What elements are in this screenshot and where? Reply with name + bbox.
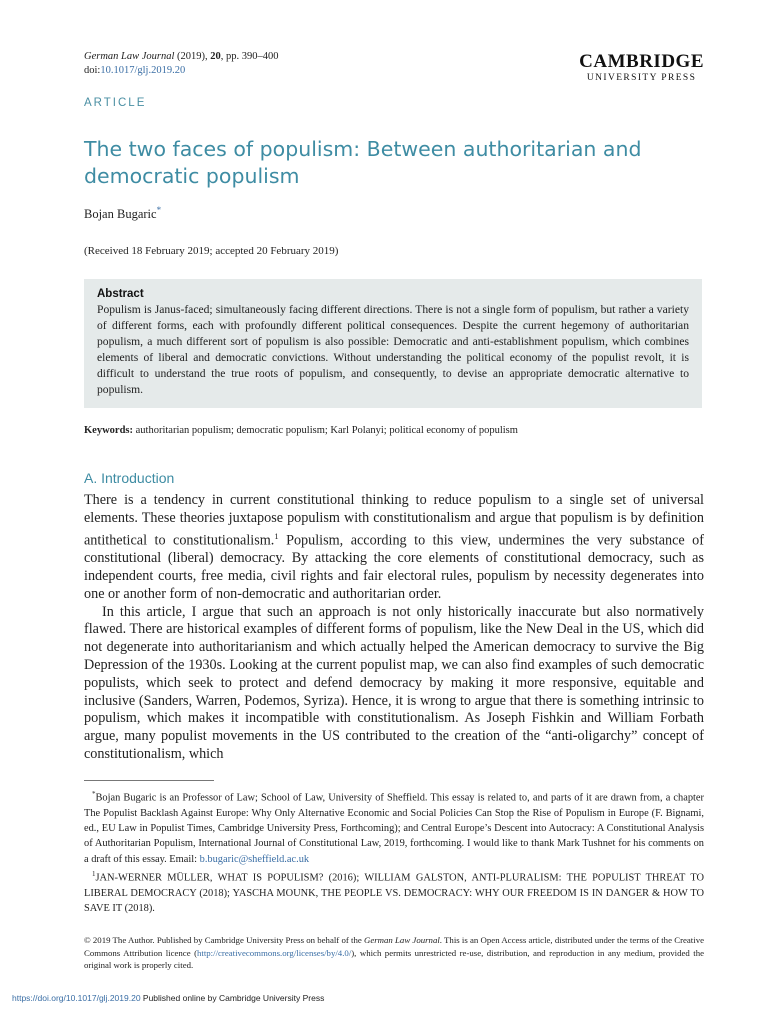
copyright-notice: [84, 934, 704, 972]
paragraph-1-text-a: There is a tendency in current constitutional thinking to reduce populism to a single set of universal elements. These theories juxtapose populism with constitutionalism and argue that populism is by definition antithetical to constitutionalism.: [84, 492, 704, 549]
doi-link[interactable]: 10.1017/glj.2019.20: [100, 65, 186, 76]
abstract-box: [84, 279, 702, 408]
abstract-heading: Abstract: [97, 288, 144, 300]
footer-published: Published online by Cambridge University Press: [140, 993, 325, 1003]
copyright-text-a: © 2019 The Author. Published by Cambridge University Press on behalf of the: [84, 935, 364, 945]
author-email-link[interactable]: b.bugaric@sheffield.ac.uk: [199, 853, 310, 865]
publisher-subtitle: UNIVERSITY PRESS: [586, 73, 697, 83]
page-footer: [12, 993, 324, 1003]
footnote-1-mark: 1: [92, 869, 96, 878]
license-link[interactable]: http://creativecommons.org/licenses/by/4.0/: [197, 947, 352, 958]
footnote-1-text: JAN-WERNER MÜLLER, WHAT IS POPULISM? (2016); WILLIAM GALSTON, ANTI-PLURALISM: THE POPULIST THREAT TO LIBERAL DEMOCRACY (2018); YASCHA MOUNK, THE PEOPLE VS. DEMOCRACY: WHY OUR FREEDOM IS IN DANGER & HOW TO SAVE IT (2018).: [84, 872, 704, 915]
publisher-name: CAMBRIDGE: [579, 51, 704, 72]
copyright-text-c: ), which permits unrestricted re-use, distribution, and reproduction in any medium, provided the original work is properly cited.: [84, 947, 704, 970]
keywords: [84, 425, 518, 436]
paragraph-1: [84, 492, 704, 604]
copyright-journal: German Law Journal: [363, 935, 440, 945]
author-line: [84, 205, 161, 222]
keywords-label: Keywords:: [84, 425, 133, 436]
journal-year: (2019),: [174, 51, 211, 62]
journal-volume: 20: [210, 51, 221, 62]
publisher-logo: [579, 52, 704, 84]
article-type-label: ARTICLE: [84, 97, 147, 109]
copyright-text-b: . This is an Open Access article, distributed under the terms of the Creative Commons Attribution licence (: [84, 935, 705, 958]
doi-prefix: doi:: [84, 65, 101, 76]
journal-citation: [84, 50, 279, 78]
doi-line: [84, 64, 279, 78]
footnote-author-text: Bojan Bugaric is an Professor of Law; School of Law, University of Sheffield. This essay is related to, and parts of it are drawn from, a chapter The Populist Backlash Against Europe: Why Only Alternative Economic and Social Policies Can Stop the Rise of Populism in Europe (F. Bignami, ed., EU Law in Populist Times, Cambridge University Press, Forthcoming); and Central Europe’s Descent into Autocracy: A Constitutional Analysis of Authoritarian Populism, International Journal of Constitutional Law, 2019, forthcoming. I would like to thank Mark Tushnet for his comments on a draft of this essay. Email:: [84, 792, 704, 865]
footer-doi-link[interactable]: https://doi.org/10.1017/glj.2019.20: [12, 993, 141, 1003]
footnote-ref-1[interactable]: 1: [274, 530, 279, 541]
abstract-text: Populism is Janus-faced; simultaneously facing different directions. There is not a single form of populism, but rather a variety of different forms, each with profoundly different political consequences. Despite the current hegemony of authoritarian populism, a much different sort of populism is also possible: Democratic and anti-establishment populism, which combines elements of liberal and democratic convictions. Without understanding the political economy of the populist revolt, it is difficult to understand the true roots of populism, and consequently, to devise an appropriate democratic alternative to populism.: [97, 303, 689, 396]
paragraph-2: In this article, I argue that such an approach is not only historically inaccurate but also normatively flawed. There are historical examples of different forms of populism, like the New Deal in the US, which did not degenerate into authoritarianism and which actually helped the American democracy to survive the Big Depression of the 1930s. Looking at the current populist map, we can also find examples of such democratic populists, which seek to protect and defend democracy by making it more responsive, equitable and inclusive (Sanders, Warren, Podemos, Syriza). Hence, it is wrong to argue that there is something intrinsic to populism, which makes it incompatible with constitutionalism. As Joseph Fishkin and William Forbath argue, many populist movements in the US contributed to the creation of the “anti-oligarchy” concept of constitutionalism, which: [84, 603, 704, 762]
journal-name: German Law Journal: [84, 51, 175, 62]
footnote-author-mark: *: [92, 790, 96, 798]
footnote-author: [84, 787, 704, 867]
footnotes: [84, 787, 704, 916]
author-footnote-mark[interactable]: *: [156, 205, 162, 215]
author-name: Bojan Bugaric: [84, 207, 157, 222]
article-title: The two faces of populism: Between authoritarian and democratic populism: [84, 137, 642, 188]
footnote-divider: [84, 780, 214, 781]
section-heading: A. Introduction: [84, 470, 175, 486]
body-text: [84, 492, 704, 764]
citation-line: [84, 50, 279, 64]
paragraph-1-text-b: Populism, according to this view, undermines the very substance of constitutional (liberal) democracy. By attacking the core elements of constitutional democracy, such as independent courts, free media, civil rights and fair electoral rules, populism by necessity degenerates into one or another form of non-democratic and authoritarian order.: [84, 532, 704, 602]
journal-pages: , pp. 390–400: [220, 51, 279, 62]
keywords-text: authoritarian populism; democratic populism; Karl Polanyi; political economy of populism: [133, 425, 518, 436]
received-dates: (Received 18 February 2019; accepted 20 February 2019): [84, 245, 339, 257]
footnote-1: [84, 867, 704, 916]
